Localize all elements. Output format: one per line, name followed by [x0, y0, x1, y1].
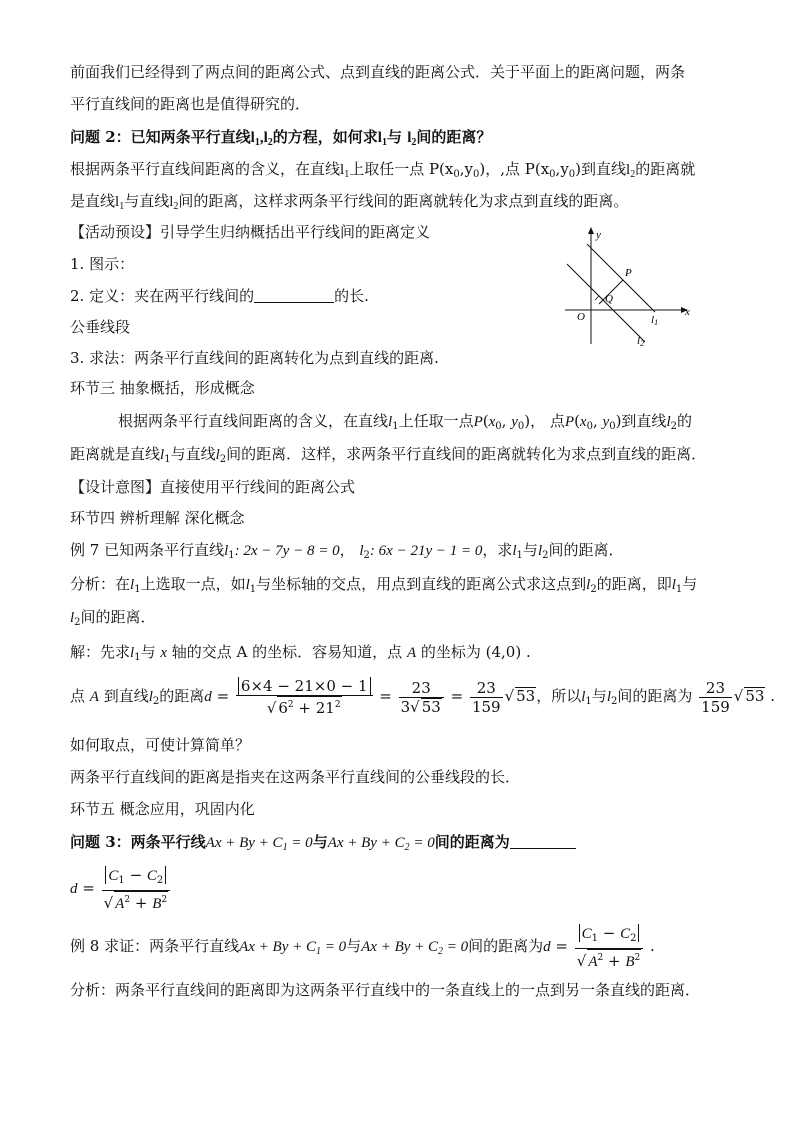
x-axis-label: x [685, 306, 690, 318]
example-8: 例 8 求证：两条平行直线$Ax + By + C_1 = 0$与$Ax + By + C_2 = 0$间的距离为d = $\frac{C_1 - C_2}{√ A^2 + B^2}$ . [70, 924, 655, 970]
section-5-title: 环节五 概念应用，巩固内化 [70, 800, 255, 818]
distance-formula: d = $\frac{C_1 - C_2}{√ A^2 + B^2}$ [70, 866, 172, 912]
line-l1-label: l1 [651, 314, 659, 327]
parallel-lines-figure [555, 224, 705, 349]
how-to-choose: 如何取点，可使计算简单？ [70, 736, 251, 754]
analysis-line-3: 分析：两条平行直线间的距离即为这两条平行直线中的一条直线上的一点到另一条直线的距离． [70, 981, 701, 999]
design-intent: 【设计意图】直接使用平行线间的距离公式 [70, 478, 356, 496]
origin-label: O [577, 311, 585, 323]
step-1: 1. 图示： [70, 255, 135, 273]
section-3-title: 环节三 抽象概括，形成概念 [70, 379, 255, 397]
activity-preset: 【活动预设】引导学生归纳概括出平行线间的距离定义 [70, 223, 431, 241]
distance-calculation: 点 A 到直线$l_2$的距离d = $\frac{6\times 4 - 21\times 0 - 1}{√ 6^2 + 21^2}$ = $\frac{23}{3√ 53}$ = $\frac{23}{159}$ √ 53，所以$l_1$与$l_2$间的距离为 $\frac{23}{159}$ √ 53 . [70, 677, 775, 717]
explain-line-1: 根据两条平行直线间距离的含义，在直线$l_1$上取任一点 $P(x_0,y_0)$，,点 $P(x_0,y_0)$到直线$l_2$的距离就 [70, 160, 696, 180]
solution-line-1: 解：先求$l_1$与 x 轴的交点 A 的坐标．容易知道，点 A 的坐标为 (4,0) . [70, 643, 531, 663]
analysis-line-1: 分析：在$l_1$上选取一点，如$l_1$与坐标轴的交点，用点到直线的距离公式求这点到$l_2$的距离，即$l_1$与 [70, 575, 698, 595]
question-2: 问题 2：已知两条平行直线$l_1,l_2$的方程，如何求$l_1$与 $l_2$间的距离？ [70, 128, 492, 148]
intro-line-2: 平行直线间的距离也是值得研究的． [70, 95, 311, 113]
analysis-line-2: $l_2$间的距离． [70, 608, 156, 628]
intro-line-1: 前面我们已经得到了两点间的距离公式、点到直线的距离公式．关于平面上的距离问题，两条 [70, 63, 686, 81]
step-2: 2. 定义：夹在两平行线间的 的长. [70, 287, 369, 305]
example-7: 例 7 已知两条平行直线$l_1$: 2x − 7y − 8 = 0， $l_2$: 6x − 21y − 1 = 0，求$l_1$与$l_2$间的距离． [70, 541, 624, 561]
question-3: 问题 3：两条平行线$Ax + By + C_1 = 0$与$Ax + By + C_2 = 0$间的距离为 [70, 832, 576, 858]
y-axis-label: y [596, 229, 601, 241]
section-4-title: 环节四 辨析理解 深化概念 [70, 509, 245, 527]
concept-line-2: 距离就是直线$l_1$与直线$l_2$间的距离．这样，求两条平行直线间的距离就转化为求点到直线的距离． [70, 445, 707, 465]
explain-line-2: 是直线$l_1$与直线$l_2$间的距离，这样求两条平行线间的距离就转化为求点到直线的距离。 [70, 192, 629, 212]
step-3: 3. 求法：两条平行直线间的距离转化为点到直线的距离. [70, 349, 439, 367]
line-l2-label: l2 [637, 335, 645, 348]
step-2-answer: 公垂线段 [70, 318, 131, 336]
point-q-label: Q [605, 293, 613, 305]
concept-line-1: 根据两条平行直线间距离的含义，在直线$l_1$上任取一点$P(x_0$, $y_0$)， 点$P(x_0$, $y_0$)到直线$l_2$的 [118, 412, 692, 432]
definition-common-perpendicular: 两条平行直线间的距离是指夹在这两条平行直线间的公垂线段的长． [70, 768, 521, 786]
point-p-label: P [625, 267, 632, 279]
